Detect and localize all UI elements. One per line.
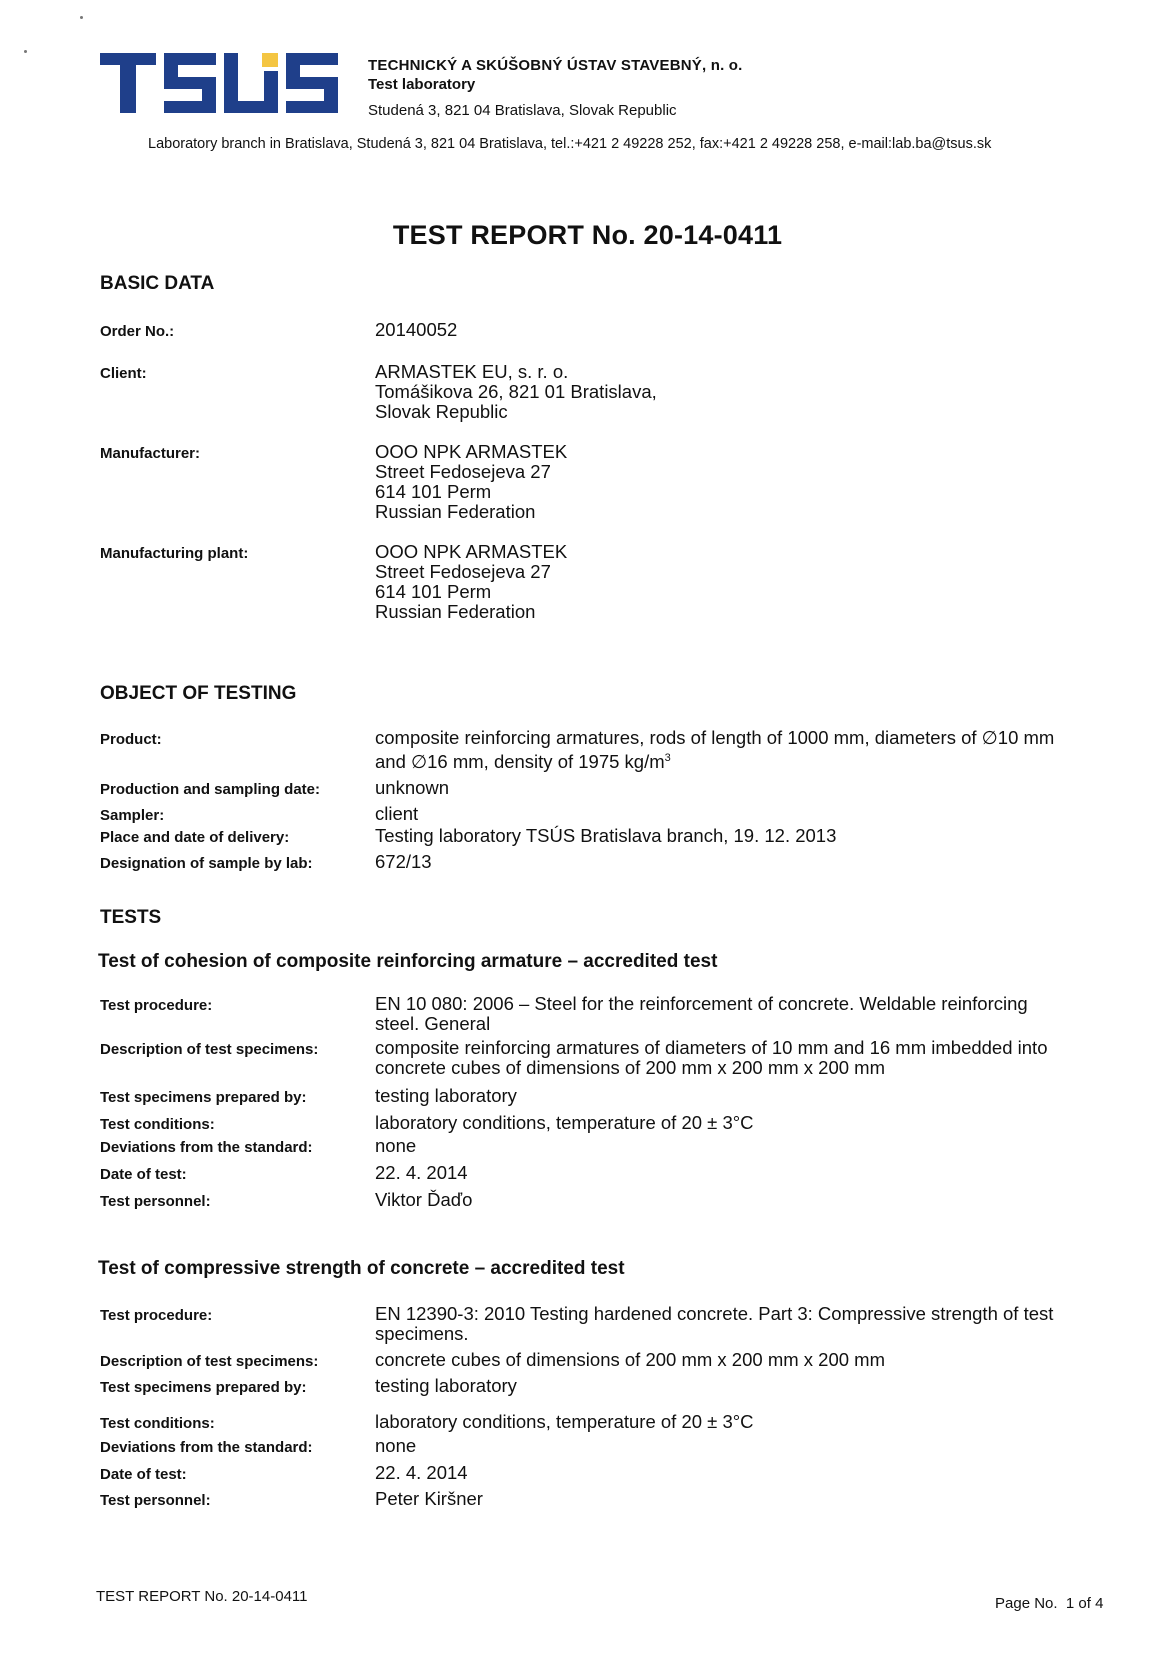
value-line: specimens.: [375, 1323, 469, 1344]
value-line: composite reinforcing armatures, rods of length of 1000 mm, diameters of ∅10 mm: [375, 727, 1055, 748]
label: Place and date of delivery:: [100, 829, 290, 846]
footer-page-number: [995, 1595, 1103, 1612]
branch-contact-line: Laboratory branch in Bratislava, Studená 3, 821 04 Bratislava, tel.:+421 2 49228 252, fax:+421 2 49228 258, e-mail:lab.ba@tsus.sk: [148, 136, 992, 152]
label: Sampler:: [100, 807, 165, 824]
value: laboratory conditions, temperature of 20 ± 3°C: [375, 1112, 754, 1133]
value: none: [375, 1135, 417, 1156]
label: Manufacturer:: [100, 445, 201, 462]
section-object-of-testing: OBJECT OF TESTING: [100, 683, 297, 704]
value: Viktor Ďaďo: [375, 1189, 473, 1210]
label: Description of test specimens:: [100, 1353, 319, 1370]
label: Test specimens prepared by:: [100, 1089, 307, 1106]
page-value: 1 of 4: [1065, 1595, 1104, 1612]
report-title: TEST REPORT No. 20-14-0411: [392, 220, 783, 250]
value-line: OOO NPK ARMASTEK: [375, 441, 568, 462]
value-line: concrete cubes of dimensions of 200 mm x 200 mm x 200 mm: [375, 1057, 885, 1078]
label: Manufacturing plant:: [100, 545, 249, 562]
value: unknown: [375, 777, 450, 798]
label: Order No.:: [100, 323, 175, 340]
value: 22. 4. 2014: [375, 1162, 468, 1183]
value-line: Slovak Republic: [375, 401, 508, 422]
label: Test conditions:: [100, 1415, 215, 1432]
value-line: ARMASTEK EU, s. r. o.: [375, 361, 569, 382]
value-line: Russian Federation: [375, 501, 536, 522]
organization-unit: Test laboratory: [368, 76, 476, 93]
section-tests: TESTS: [100, 907, 162, 928]
subsection-cohesion-test: Test of cohesion of composite reinforcing armature – accredited test: [98, 951, 718, 972]
value-line: EN 10 080: 2006 – Steel for the reinforcement of concrete. Weldable reinforcing: [375, 993, 1028, 1014]
label: Test personnel:: [100, 1193, 211, 1210]
value: Peter Kiršner: [375, 1488, 483, 1509]
label: Deviations from the standard:: [100, 1439, 313, 1456]
tsus-logo: [100, 53, 358, 113]
value-line: OOO NPK ARMASTEK: [375, 541, 568, 562]
value: laboratory conditions, temperature of 20 ± 3°C: [375, 1411, 754, 1432]
organization-address: Studená 3, 821 04 Bratislava, Slovak Republic: [368, 102, 677, 119]
scan-speck: [80, 16, 83, 19]
section-basic-data: BASIC DATA: [100, 273, 215, 294]
subsection-compressive-test: Test of compressive strength of concrete – accredited test: [98, 1258, 625, 1279]
label: Test specimens prepared by:: [100, 1379, 307, 1396]
label: Client:: [100, 365, 147, 382]
value: Testing laboratory TSÚS Bratislava branch, 19. 12. 2013: [375, 825, 837, 846]
page-label: Page No.: [995, 1595, 1058, 1612]
value-line: steel. General: [375, 1013, 491, 1034]
organization-name: TECHNICKÝ A SKÚŠOBNÝ ÚSTAV STAVEBNÝ, n. o.: [368, 57, 743, 74]
value-line: 614 101 Perm: [375, 581, 492, 602]
value: 672/13: [375, 851, 432, 872]
value-line: EN 12390-3: 2010 Testing hardened concrete. Part 3: Compressive strength of test: [375, 1303, 1054, 1324]
value-line: Russian Federation: [375, 601, 536, 622]
scan-speck: [24, 50, 27, 53]
value: none: [375, 1435, 417, 1456]
label: Description of test specimens:: [100, 1041, 319, 1058]
value-line: 614 101 Perm: [375, 481, 492, 502]
label: Test procedure:: [100, 997, 213, 1014]
organization-block: [368, 56, 743, 120]
label: Test procedure:: [100, 1307, 213, 1324]
value: client: [375, 803, 419, 824]
label: Test conditions:: [100, 1116, 215, 1133]
superscript: 3: [664, 752, 671, 764]
value-line: Street Fedosejeva 27: [375, 461, 551, 482]
value: 22. 4. 2014: [375, 1462, 468, 1483]
label: Test personnel:: [100, 1492, 211, 1509]
value: 20140052: [375, 319, 458, 340]
value-line: Tomášikova 26, 821 01 Bratislava,: [375, 381, 657, 402]
label: Product:: [100, 731, 162, 748]
footer-report-number: TEST REPORT No. 20-14-0411: [96, 1588, 308, 1605]
value: testing laboratory: [375, 1375, 517, 1396]
value: testing laboratory: [375, 1085, 517, 1106]
value-line: and ∅16 mm, density of 1975 kg/m: [375, 751, 665, 773]
label: Date of test:: [100, 1166, 187, 1183]
value-line: Street Fedosejeva 27: [375, 561, 551, 582]
value: concrete cubes of dimensions of 200 mm x 200 mm x 200 mm: [375, 1349, 885, 1370]
value-line: composite reinforcing armatures of diameters of 10 mm and 16 mm imbedded into: [375, 1037, 1048, 1058]
label: Date of test:: [100, 1466, 187, 1483]
label: Designation of sample by lab:: [100, 855, 313, 872]
label: Production and sampling date:: [100, 781, 321, 798]
label: Deviations from the standard:: [100, 1139, 313, 1156]
